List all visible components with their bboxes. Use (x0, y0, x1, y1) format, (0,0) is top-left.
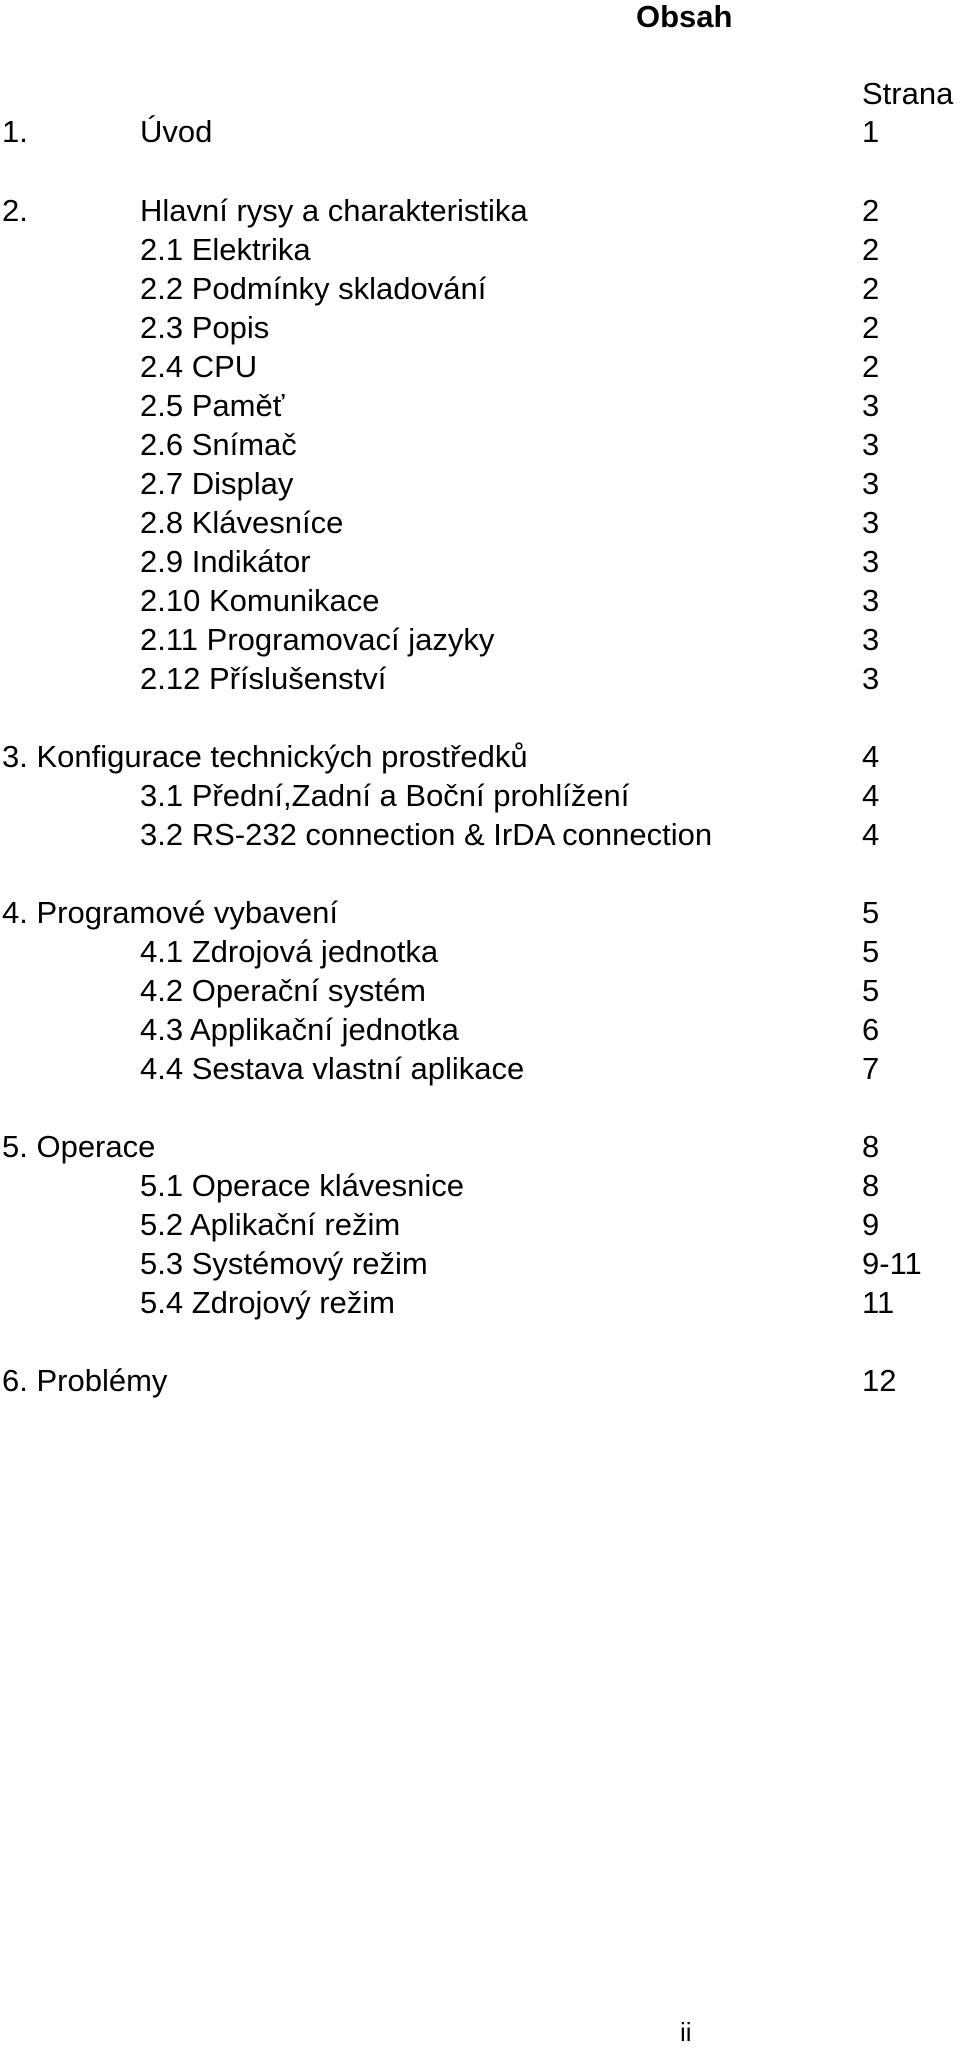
toc-entry (0, 776, 960, 815)
toc-entry-label: 2.7 Display (140, 466, 294, 501)
toc-entry (0, 347, 960, 386)
toc-entry (0, 1010, 960, 1049)
toc-entry-label: 5.4 Zdrojový režim (140, 1285, 395, 1320)
toc-entry-page: 2 (862, 271, 880, 306)
toc-entry-page: 4 (862, 739, 880, 774)
toc-entry-number: 2. (2, 193, 28, 228)
toc-entry (0, 815, 960, 854)
toc-entry-page: 7 (862, 1051, 880, 1086)
toc-entry (0, 893, 960, 932)
toc-entry-page: 2 (862, 310, 880, 345)
toc-entry (0, 269, 960, 308)
toc-entry-page: 3 (862, 622, 880, 657)
toc-entry (0, 112, 960, 151)
toc-entry-page: 2 (862, 232, 880, 267)
toc-entry-label: 2.3 Popis (140, 310, 270, 345)
toc-entry-label: 2.4 CPU (140, 349, 258, 384)
toc-entry (0, 932, 960, 971)
toc-entry-page: 3 (862, 583, 880, 618)
toc-entry-label: 2.10 Komunikace (140, 583, 380, 618)
toc-entry-page: 8 (862, 1129, 880, 1164)
toc-entry-label: 2.12 Příslušenství (140, 661, 387, 696)
toc-entry-label: 2.8 Klávesníce (140, 505, 344, 540)
toc-entry (0, 386, 960, 425)
toc-entry-page: 4 (862, 778, 880, 813)
toc-entry-page: 3 (862, 466, 880, 501)
toc-entry (0, 230, 960, 269)
toc-entry-label: 3. Konfigurace technických prostředků (2, 739, 528, 774)
toc-entry-label: 2.11 Programovací jazyky (140, 622, 495, 657)
toc-entry-page: 9-11 (862, 1246, 922, 1281)
toc-entry-label: 2.6 Snímač (140, 427, 297, 462)
toc-entry (0, 1127, 960, 1166)
toc-entry-page: 1 (862, 114, 880, 149)
toc-entry-page: 3 (862, 388, 880, 423)
toc-entry (0, 1049, 960, 1088)
toc-entry (0, 1283, 960, 1322)
toc-entry-page: 3 (862, 544, 880, 579)
toc-entry (0, 1205, 960, 1244)
page-column-header: Strana (862, 76, 954, 111)
toc-entry-label: 4.2 Operační systém (140, 973, 427, 1008)
toc-entry (0, 425, 960, 464)
toc-entry-label: 4.3 Applikační jednotka (140, 1012, 459, 1047)
toc-entry-label: 5.1 Operace klávesnice (140, 1168, 464, 1203)
toc-entry (0, 503, 960, 542)
toc-entry-page: 8 (862, 1168, 880, 1203)
toc-entry-label: 5. Operace (2, 1129, 156, 1164)
toc-entry (0, 542, 960, 581)
toc-entry (0, 659, 960, 698)
toc-entry-label: Hlavní rysy a charakteristika (140, 193, 528, 228)
toc-entry-label: 3.1 Přední,Zadní a Boční prohlížení (140, 778, 630, 813)
toc-entry (0, 620, 960, 659)
toc-entry-page: 2 (862, 193, 880, 228)
toc-entry-label: 2.5 Paměť (140, 388, 285, 423)
toc-entry (0, 1166, 960, 1205)
toc-entry-page: 3 (862, 427, 880, 462)
toc-entry-page: 6 (862, 1012, 880, 1047)
toc-entry-label: Úvod (140, 114, 213, 149)
footer-page-number: ii (680, 2017, 692, 2047)
toc-entry (0, 464, 960, 503)
toc-entry-page: 5 (862, 895, 880, 930)
toc-entry (0, 971, 960, 1010)
toc-entry-label: 2.9 Indikátor (140, 544, 311, 579)
toc-entry-label: 2.1 Elektrika (140, 232, 311, 267)
toc-entry (0, 191, 960, 230)
page-title: Obsah (636, 0, 733, 34)
toc-entry-page: 3 (862, 505, 880, 540)
toc-entry-label: 6. Problémy (2, 1363, 168, 1398)
toc-entry-page: 4 (862, 817, 880, 852)
toc-entry (0, 1361, 960, 1400)
toc-entry (0, 308, 960, 347)
toc-entry (0, 581, 960, 620)
toc-entry-label: 4.4 Sestava vlastní aplikace (140, 1051, 525, 1086)
toc-entry (0, 737, 960, 776)
toc-entry-label: 4.1 Zdrojová jednotka (140, 934, 439, 969)
toc-entry-page: 5 (862, 973, 880, 1008)
toc-entry-page: 3 (862, 661, 880, 696)
toc-entry-page: 11 (862, 1285, 895, 1320)
toc-entry-label: 5.3 Systémový režim (140, 1246, 428, 1281)
toc-entry-page: 12 (862, 1363, 897, 1398)
toc-entry-label: 5.2 Aplikační režim (140, 1207, 401, 1242)
toc-entry-label: 4. Programové vybavení (2, 895, 339, 930)
toc-entry-label: 2.2 Podmínky skladování (140, 271, 487, 306)
toc-entry-number: 1. (2, 114, 28, 149)
toc-entry-page: 2 (862, 349, 880, 384)
toc-entry-page: 9 (862, 1207, 880, 1242)
toc-entry-page: 5 (862, 934, 880, 969)
toc-entry (0, 1244, 960, 1283)
toc-entry-label: 3.2 RS-232 connection & IrDA connection (140, 817, 713, 852)
